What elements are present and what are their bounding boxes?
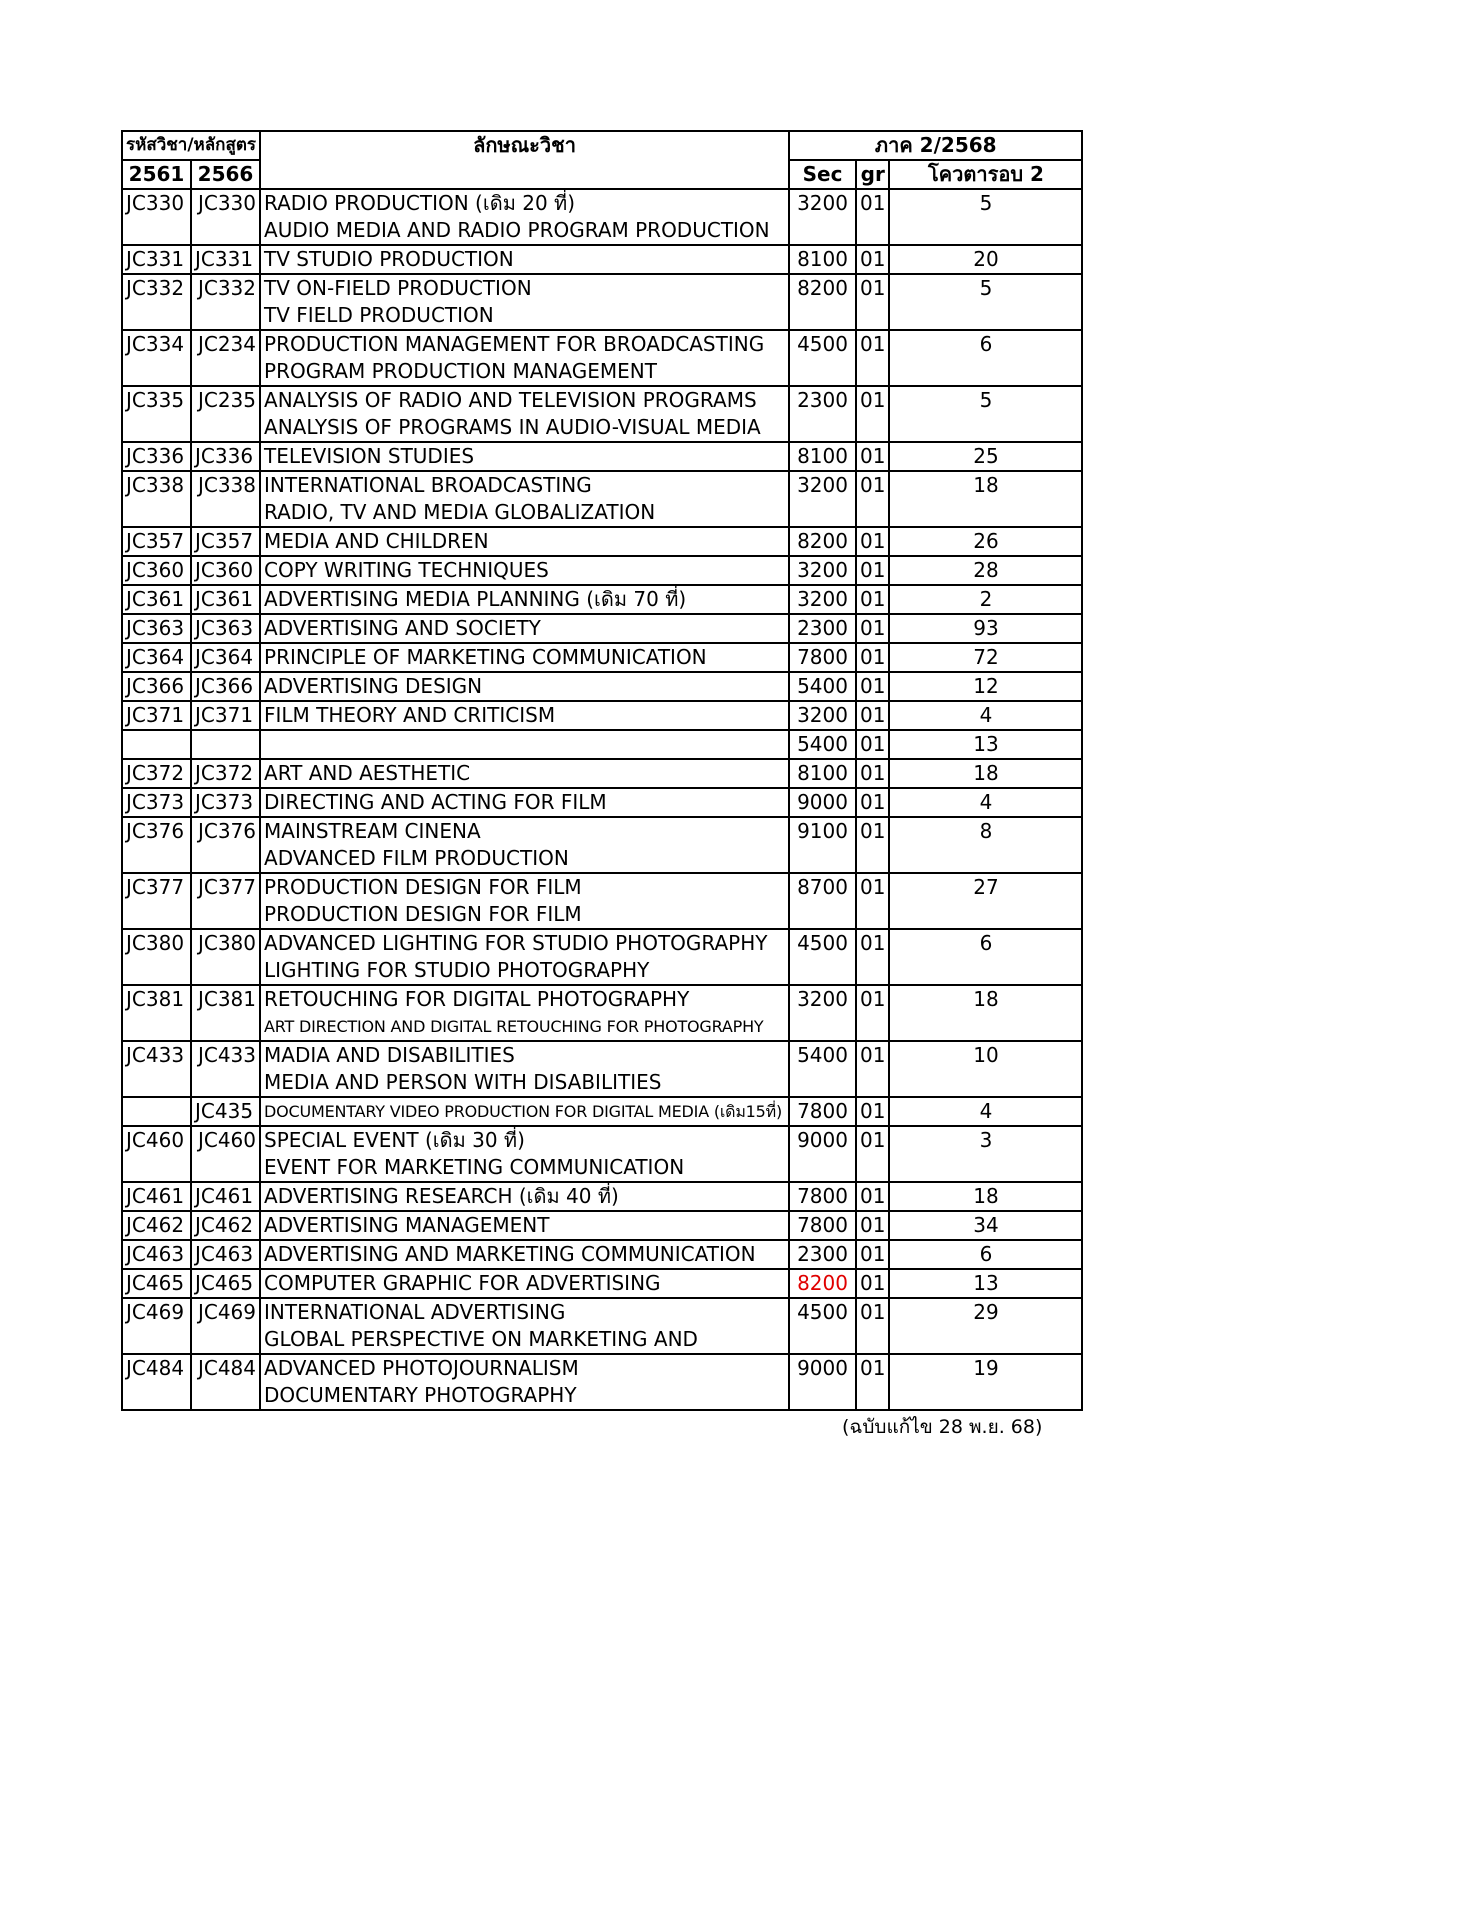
group-cell: 01 [856,1240,889,1269]
course-title-cell [260,672,789,701]
code-2561-cell: JC371 [122,701,191,730]
sec-cell: 2300 [789,386,856,442]
course-title-cell [260,1269,789,1298]
course-title-line: FILM THEORY AND CRITICISM [264,703,556,727]
code-2561-cell: JC381 [122,985,191,1041]
sec-cell: 9000 [789,1354,856,1410]
sec-cell: 9000 [789,1126,856,1182]
code-2566-cell: JC330 [191,189,260,245]
course-title-line: ADVERTISING DESIGN [264,674,483,698]
table-row [122,1126,1082,1182]
table-row [122,527,1082,556]
sec-cell: 7800 [789,1211,856,1240]
quota-cell: 18 [889,985,1082,1041]
code-2561-cell: JC336 [122,442,191,471]
table-row [122,1269,1082,1298]
code-2566-cell: JC336 [191,442,260,471]
code-2561-cell: JC462 [122,1211,191,1240]
course-title-line [264,731,785,758]
sec-cell: 8200 [789,1269,856,1298]
course-title-line: DIRECTING AND ACTING FOR FILM [264,790,607,814]
code-2566-cell: JC366 [191,672,260,701]
course-title-cell [260,643,789,672]
quota-cell: 25 [889,442,1082,471]
table-row [122,1211,1082,1240]
course-title-line: ADVERTISING MANAGEMENT [264,1213,550,1237]
course-title-line: INTERNATIONAL ADVERTISING [264,1300,566,1324]
table-row [122,817,1082,873]
table-row [122,386,1082,442]
sec-cell: 7800 [789,1182,856,1211]
sec-cell: 8100 [789,442,856,471]
sec-cell: 8200 [789,527,856,556]
course-title-cell [260,817,789,873]
code-2566-cell: JC364 [191,643,260,672]
course-title-cell [260,929,789,985]
code-2561-cell: JC463 [122,1240,191,1269]
code-2561-cell: JC363 [122,614,191,643]
quota-cell: 27 [889,873,1082,929]
quota-cell: 5 [889,274,1082,330]
code-2561-cell: JC332 [122,274,191,330]
sec-cell: 8100 [789,759,856,788]
group-cell: 01 [856,1097,889,1126]
quota-cell: 20 [889,245,1082,274]
group-cell: 01 [856,1041,889,1097]
course-title-line: MEDIA AND PERSON WITH DISABILITIES [264,1070,662,1094]
course-title-cell [260,1211,789,1240]
group-cell: 01 [856,1269,889,1298]
quota-cell: 34 [889,1211,1082,1240]
code-2561-cell: JC331 [122,245,191,274]
sec-cell: 2300 [789,614,856,643]
course-title-line: GLOBAL PERSPECTIVE ON MARKETING AND [264,1327,698,1351]
code-2561-cell: JC376 [122,817,191,873]
quota-cell: 13 [889,1269,1082,1298]
quota-cell: 3 [889,1126,1082,1182]
course-title-line: EVENT FOR MARKETING COMMUNICATION [264,1155,685,1179]
code-2566-cell: JC235 [191,386,260,442]
course-title-line: LIGHTING FOR STUDIO PHOTOGRAPHY [264,958,650,982]
sec-cell: 5400 [789,672,856,701]
quota-cell: 18 [889,759,1082,788]
sec-cell: 3200 [789,189,856,245]
sec-cell: 2300 [789,1240,856,1269]
header-year-2561: 2561 [122,160,191,189]
code-2566-cell: JC331 [191,245,260,274]
sec-cell: 3200 [789,471,856,527]
quota-cell: 4 [889,701,1082,730]
sec-cell: 3200 [789,556,856,585]
code-2561-cell: JC377 [122,873,191,929]
course-title-line: RADIO PRODUCTION (เดิม 20 ที่) [264,191,576,215]
group-cell: 01 [856,274,889,330]
course-title-cell [260,730,789,759]
code-2561-cell: JC357 [122,527,191,556]
course-title-cell [260,274,789,330]
header-course-title: ลักษณะวิชา [260,131,789,189]
table-row [122,929,1082,985]
code-2566-cell: JC234 [191,330,260,386]
quota-cell: 5 [889,386,1082,442]
course-title-line: COMPUTER GRAPHIC FOR ADVERTISING [264,1271,661,1295]
group-cell: 01 [856,330,889,386]
course-title-cell [260,1354,789,1410]
group-cell: 01 [856,929,889,985]
quota-cell: 19 [889,1354,1082,1410]
course-title-line: TV ON-FIELD PRODUCTION [264,276,532,300]
sec-cell: 9100 [789,817,856,873]
course-title-line: TV STUDIO PRODUCTION [264,247,514,271]
table-row [122,330,1082,386]
course-title-line: MAINSTREAM CINENA [264,819,481,843]
course-title-cell [260,1182,789,1211]
course-title-line: ADVANCED PHOTOJOURNALISM [264,1356,579,1380]
quota-cell: 26 [889,527,1082,556]
code-2566-cell: JC357 [191,527,260,556]
table-row [122,1240,1082,1269]
group-cell: 01 [856,527,889,556]
group-cell: 01 [856,471,889,527]
course-title-line: PRODUCTION DESIGN FOR FILM [264,875,582,899]
group-cell: 01 [856,442,889,471]
course-title-line: PRODUCTION DESIGN FOR FILM [264,902,582,926]
code-2561-cell: JC465 [122,1269,191,1298]
code-2561-cell [122,1097,191,1126]
group-cell: 01 [856,386,889,442]
sec-cell: 3200 [789,585,856,614]
course-title-line: MADIA AND DISABILITIES [264,1043,515,1067]
table-row [122,701,1082,730]
table-row [122,442,1082,471]
code-2561-cell: JC469 [122,1298,191,1354]
code-2566-cell: JC373 [191,788,260,817]
table-row [122,1041,1082,1097]
course-quota-table [121,130,1083,1411]
course-title-line: RADIO, TV AND MEDIA GLOBALIZATION [264,500,656,524]
group-cell: 01 [856,672,889,701]
quota-cell: 93 [889,614,1082,643]
group-cell: 01 [856,1298,889,1354]
course-title-cell [260,701,789,730]
code-2566-cell [191,730,260,759]
code-2566-cell: JC380 [191,929,260,985]
header-year-2566: 2566 [191,160,260,189]
course-title-cell [260,1298,789,1354]
quota-cell: 5 [889,189,1082,245]
revision-footnote: (ฉบับแก้ไข 28 พ.ย. 68) [842,1416,1043,1438]
course-title-cell [260,788,789,817]
quota-cell: 18 [889,471,1082,527]
code-2561-cell [122,730,191,759]
course-title-line: ANALYSIS OF PROGRAMS IN AUDIO-VISUAL MEDIA [264,415,761,439]
table-row [122,643,1082,672]
sec-cell: 4500 [789,330,856,386]
group-cell: 01 [856,643,889,672]
table-row [122,788,1082,817]
course-title-line: PRINCIPLE OF MARKETING COMMUNICATION [264,645,707,669]
course-title-line: ART AND AESTHETIC [264,761,471,785]
course-title-line: ANALYSIS OF RADIO AND TELEVISION PROGRAMS [264,388,757,412]
quota-cell: 6 [889,1240,1082,1269]
code-2561-cell: JC364 [122,643,191,672]
quota-cell: 10 [889,1041,1082,1097]
code-2561-cell: JC380 [122,929,191,985]
course-title-cell [260,585,789,614]
course-title-line: MEDIA AND CHILDREN [264,529,489,553]
quota-cell: 4 [889,788,1082,817]
header-group: gr [856,160,889,189]
group-cell: 01 [856,585,889,614]
code-2561-cell: JC330 [122,189,191,245]
table-row [122,985,1082,1041]
sec-cell: 3200 [789,701,856,730]
code-2566-cell: JC462 [191,1211,260,1240]
quota-cell: 4 [889,1097,1082,1126]
code-2566-cell: JC460 [191,1126,260,1182]
course-title-line: RETOUCHING FOR DIGITAL PHOTOGRAPHY [264,987,690,1011]
quota-cell: 2 [889,585,1082,614]
code-2566-cell: JC469 [191,1298,260,1354]
course-title-cell [260,873,789,929]
code-2561-cell: JC360 [122,556,191,585]
sec-cell: 8100 [789,245,856,274]
table-row [122,556,1082,585]
code-2566-cell: JC377 [191,873,260,929]
course-title-line: TV FIELD PRODUCTION [264,303,494,327]
group-cell: 01 [856,730,889,759]
code-2561-cell: JC372 [122,759,191,788]
header-row-1 [122,131,1082,160]
sec-cell: 4500 [789,929,856,985]
course-title-line: ADVANCED FILM PRODUCTION [264,846,569,870]
quota-cell: 6 [889,929,1082,985]
course-title-cell [260,330,789,386]
course-title-line: DOCUMENTARY VIDEO PRODUCTION FOR DIGITAL MEDIA (เดิม15ที่) [264,1102,783,1121]
course-title-cell [260,527,789,556]
course-title-cell [260,759,789,788]
course-title-cell [260,245,789,274]
sec-cell: 8700 [789,873,856,929]
group-cell: 01 [856,1182,889,1211]
group-cell: 01 [856,1354,889,1410]
course-title-line: ADVERTISING AND SOCIETY [264,616,541,640]
group-cell: 01 [856,873,889,929]
sec-cell: 8200 [789,274,856,330]
course-title-line: COPY WRITING TECHNIQUES [264,558,549,582]
table-row [122,1354,1082,1410]
course-title-cell [260,614,789,643]
code-2566-cell: JC361 [191,585,260,614]
table-row [122,1097,1082,1126]
group-cell: 01 [856,245,889,274]
code-2561-cell: JC461 [122,1182,191,1211]
quota-cell: 6 [889,330,1082,386]
group-cell: 01 [856,189,889,245]
group-cell: 01 [856,817,889,873]
code-2561-cell: JC361 [122,585,191,614]
table-row [122,585,1082,614]
header-sec: Sec [789,160,856,189]
code-2566-cell: JC371 [191,701,260,730]
course-title-line: ADVERTISING RESEARCH (เดิม 40 ที่) [264,1184,619,1208]
course-title-line: TELEVISION STUDIES [264,444,475,468]
group-cell: 01 [856,1126,889,1182]
quota-cell: 12 [889,672,1082,701]
course-title-line: SPECIAL EVENT (เดิม 30 ที่) [264,1128,525,1152]
table-row [122,1298,1082,1354]
course-title-line: DOCUMENTARY PHOTOGRAPHY [264,1383,577,1407]
code-2561-cell: JC335 [122,386,191,442]
sec-cell: 5400 [789,730,856,759]
quota-cell: 29 [889,1298,1082,1354]
course-title-cell [260,442,789,471]
code-2566-cell: JC461 [191,1182,260,1211]
header-quota: โควตารอบ 2 [889,160,1082,189]
code-2566-cell: JC465 [191,1269,260,1298]
code-2561-cell: JC484 [122,1354,191,1410]
code-2561-cell: JC373 [122,788,191,817]
table-row [122,189,1082,245]
course-title-cell [260,985,789,1041]
code-2566-cell: JC372 [191,759,260,788]
course-title-line: AUDIO MEDIA AND RADIO PROGRAM PRODUCTION [264,218,770,242]
course-title-cell [260,471,789,527]
course-title-cell [260,189,789,245]
code-2561-cell: JC338 [122,471,191,527]
course-title-line: ADVANCED LIGHTING FOR STUDIO PHOTOGRAPHY [264,931,768,955]
group-cell: 01 [856,759,889,788]
code-2566-cell: JC332 [191,274,260,330]
quota-cell: 13 [889,730,1082,759]
code-2561-cell: JC366 [122,672,191,701]
group-cell: 01 [856,985,889,1041]
quota-cell: 18 [889,1182,1082,1211]
sec-cell: 9000 [789,788,856,817]
table-row [122,1182,1082,1211]
code-2566-cell: JC433 [191,1041,260,1097]
code-2561-cell: JC433 [122,1041,191,1097]
header-term: ภาค 2/2568 [789,131,1082,160]
sec-cell: 3200 [789,985,856,1041]
course-title-line: PROGRAM PRODUCTION MANAGEMENT [264,359,657,383]
table-row [122,614,1082,643]
code-2566-cell: JC338 [191,471,260,527]
group-cell: 01 [856,614,889,643]
table-row [122,873,1082,929]
code-2566-cell: JC376 [191,817,260,873]
group-cell: 01 [856,788,889,817]
table-row [122,245,1082,274]
code-2561-cell: JC460 [122,1126,191,1182]
sec-cell: 7800 [789,1097,856,1126]
quota-cell: 8 [889,817,1082,873]
quota-cell: 72 [889,643,1082,672]
code-2566-cell: JC435 [191,1097,260,1126]
course-title-cell [260,1097,789,1126]
course-title-line: ADVERTISING AND MARKETING COMMUNICATION [264,1242,756,1266]
course-title-line: ART DIRECTION AND DIGITAL RETOUCHING FOR PHOTOGRAPHY [264,1017,764,1036]
group-cell: 01 [856,1211,889,1240]
course-title-cell [260,556,789,585]
code-2566-cell: JC363 [191,614,260,643]
code-2561-cell: JC334 [122,330,191,386]
course-title-cell [260,1041,789,1097]
sec-cell: 5400 [789,1041,856,1097]
code-2566-cell: JC463 [191,1240,260,1269]
group-cell: 01 [856,556,889,585]
course-title-line: PRODUCTION MANAGEMENT FOR BROADCASTING [264,332,765,356]
table-row [122,759,1082,788]
sec-cell: 7800 [789,643,856,672]
course-title-cell [260,386,789,442]
table-row [122,730,1082,759]
course-title-cell [260,1126,789,1182]
code-2566-cell: JC484 [191,1354,260,1410]
table-row [122,672,1082,701]
table-row [122,471,1082,527]
code-2566-cell: JC360 [191,556,260,585]
course-title-line: INTERNATIONAL BROADCASTING [264,473,592,497]
group-cell: 01 [856,701,889,730]
quota-cell: 28 [889,556,1082,585]
code-2566-cell: JC381 [191,985,260,1041]
course-title-cell [260,1240,789,1269]
course-title-line: ADVERTISING MEDIA PLANNING (เดิม 70 ที่) [264,587,687,611]
table-row [122,274,1082,330]
sec-cell: 4500 [789,1298,856,1354]
header-code-group: รหัสวิชา/หลักสูตร [122,131,260,160]
